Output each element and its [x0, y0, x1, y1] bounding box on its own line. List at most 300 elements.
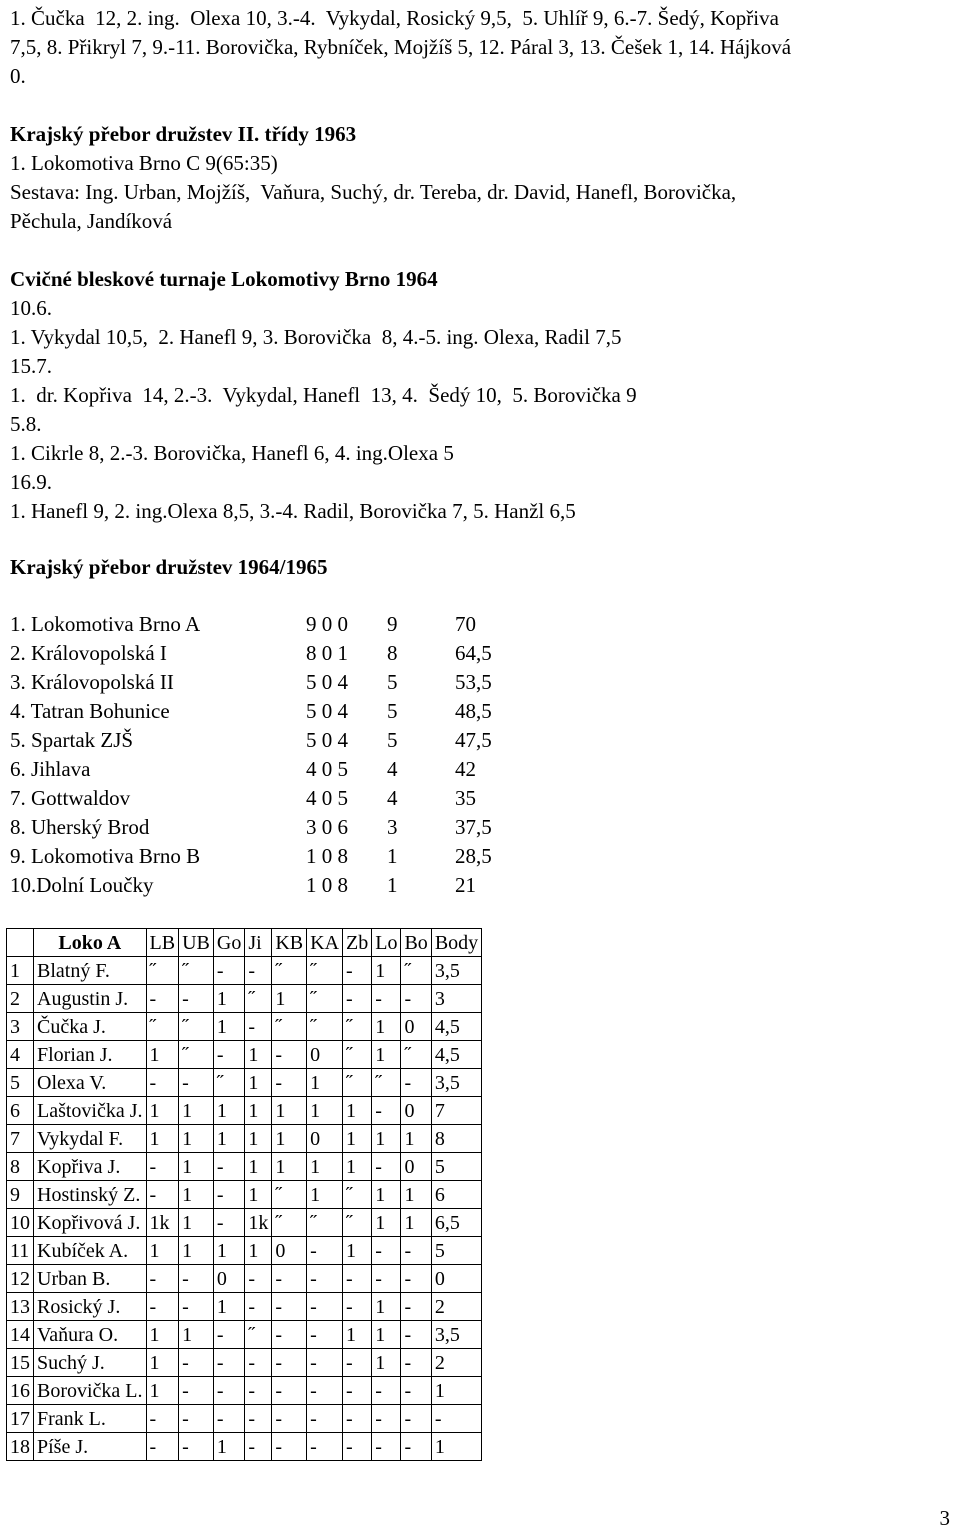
result-cell: ˝: [272, 1209, 307, 1237]
player-number: 1: [7, 957, 34, 985]
standings-score: 37,5: [455, 815, 492, 839]
player-number: 11: [7, 1237, 34, 1265]
result-cell: -: [307, 1349, 343, 1377]
result-cell: 1: [372, 1349, 401, 1377]
result-cell: 1: [307, 1097, 343, 1125]
player-name: Píše J.: [34, 1433, 147, 1461]
result-cell: -: [372, 1377, 401, 1405]
result-cell: -: [179, 1265, 214, 1293]
result-cell: 1: [343, 1321, 372, 1349]
team-header: Loko A: [34, 929, 147, 957]
player-name: Urban B.: [34, 1265, 147, 1293]
result-cell: 0: [307, 1041, 343, 1069]
player-total: 5: [431, 1153, 481, 1181]
result-cell: 1: [343, 1153, 372, 1181]
result-cell: 1: [213, 1433, 244, 1461]
result-cell: ˝: [343, 1013, 372, 1041]
result-cell: -: [401, 1405, 431, 1433]
result-cell: -: [245, 1433, 272, 1461]
column-header: Bo: [401, 929, 431, 957]
standings-team: 2. Královopolská I: [10, 641, 167, 665]
result-cell: ˝: [179, 1013, 214, 1041]
table-row: [7, 1181, 482, 1209]
standings-score: 21: [455, 873, 476, 897]
division2-lineup-line-2: Pěchula, Jandíková: [10, 209, 173, 233]
blitz-date: 15.7.: [10, 354, 52, 378]
player-name: Blatný F.: [34, 957, 147, 985]
result-cell: -: [245, 957, 272, 985]
result-cell: 1: [146, 1097, 179, 1125]
result-cell: 1: [307, 1181, 343, 1209]
result-cell: ˝: [343, 1209, 372, 1237]
standings-points: 4: [387, 757, 398, 781]
result-cell: 0: [401, 1153, 431, 1181]
result-cell: 1: [307, 1069, 343, 1097]
result-cell: 1: [307, 1153, 343, 1181]
result-cell: -: [179, 1377, 214, 1405]
result-cell: -: [146, 1069, 179, 1097]
result-cell: -: [343, 957, 372, 985]
result-cell: 1: [401, 1125, 431, 1153]
table-row: [7, 1097, 482, 1125]
table-row: [7, 1041, 482, 1069]
column-header: KA: [307, 929, 343, 957]
column-header: Lo: [372, 929, 401, 957]
standings-score: 64,5: [455, 641, 492, 665]
result-cell: 1: [343, 1237, 372, 1265]
result-cell: -: [272, 1433, 307, 1461]
result-cell: -: [272, 1349, 307, 1377]
player-name: Kopřivová J.: [34, 1209, 147, 1237]
result-cell: -: [343, 1349, 372, 1377]
result-cell: 1: [272, 1153, 307, 1181]
result-cell: -: [213, 1181, 244, 1209]
result-cell: 0: [401, 1013, 431, 1041]
standings-wdl: 4 0 5: [306, 757, 348, 781]
table-row: [7, 1237, 482, 1265]
standings-score: 35: [455, 786, 476, 810]
result-cell: 1: [245, 1125, 272, 1153]
column-header: KB: [272, 929, 307, 957]
player-name: Frank L.: [34, 1405, 147, 1433]
result-cell: 1: [179, 1153, 214, 1181]
result-cell: ˝: [343, 1041, 372, 1069]
column-header: Go: [213, 929, 244, 957]
division2-heading: Krajský přebor družstev II. třídy 1963: [10, 122, 357, 146]
result-cell: -: [179, 1349, 214, 1377]
result-cell: -: [372, 1097, 401, 1125]
standings-team: 3. Královopolská II: [10, 670, 174, 694]
intro-line-1: 1. Čučka 12, 2. ing. Olexa 10, 3.-4. Vykydal, Rosický 9,5, 5. Uhlíř 9, 6.-7. Šedý, Kopřiva: [10, 6, 779, 30]
result-cell: 1: [272, 1097, 307, 1125]
standings-team: 7. Gottwaldov: [10, 786, 131, 810]
table-row: [7, 1125, 482, 1153]
player-name: Hostinský Z.: [34, 1181, 147, 1209]
player-total: 1: [431, 1433, 481, 1461]
player-total: 6: [431, 1181, 481, 1209]
result-cell: ˝: [179, 1041, 214, 1069]
player-number: 4: [7, 1041, 34, 1069]
result-cell: -: [401, 1237, 431, 1265]
division2-result: 1. Lokomotiva Brno C 9(65:35): [10, 151, 278, 175]
standings-points: 9: [387, 612, 398, 636]
result-cell: 1k: [245, 1209, 272, 1237]
result-cell: ˝: [245, 985, 272, 1013]
player-number: 16: [7, 1377, 34, 1405]
table-row: [7, 1013, 482, 1041]
result-cell: -: [213, 1321, 244, 1349]
result-cell: ˝: [146, 957, 179, 985]
result-cell: -: [179, 985, 214, 1013]
result-cell: -: [372, 1405, 401, 1433]
result-cell: ˝: [307, 1209, 343, 1237]
result-cell: -: [179, 1433, 214, 1461]
blitz-date: 16.9.: [10, 470, 52, 494]
standings-score: 70: [455, 612, 476, 636]
standings-score: 28,5: [455, 844, 492, 868]
result-cell: 1: [146, 1041, 179, 1069]
player-name: Augustin J.: [34, 985, 147, 1013]
result-cell: 0: [213, 1265, 244, 1293]
standings-score: 48,5: [455, 699, 492, 723]
result-cell: -: [146, 1153, 179, 1181]
result-cell: -: [307, 1433, 343, 1461]
table-row: [7, 1433, 482, 1461]
blitz-date: 5.8.: [10, 412, 42, 436]
player-total: -: [431, 1405, 481, 1433]
result-cell: 0: [272, 1237, 307, 1265]
standings-wdl: 1 0 8: [306, 844, 348, 868]
result-cell: 1: [146, 1321, 179, 1349]
blitz-date: 10.6.: [10, 296, 52, 320]
row-number-header: [7, 929, 34, 957]
result-cell: 1: [245, 1181, 272, 1209]
player-name: Florian J.: [34, 1041, 147, 1069]
result-cell: 1: [372, 1293, 401, 1321]
player-number: 2: [7, 985, 34, 1013]
blitz-result: 1. Cikrle 8, 2.-3. Borovička, Hanefl 6, 4. ing.Olexa 5: [10, 441, 454, 465]
result-cell: -: [272, 1321, 307, 1349]
blitz-result: 1. Hanefl 9, 2. ing.Olexa 8,5, 3.-4. Radil, Borovička 7, 5. Hanžl 6,5: [10, 499, 576, 523]
result-cell: -: [372, 1433, 401, 1461]
standings-wdl: 1 0 8: [306, 873, 348, 897]
standings-team: 4. Tatran Bohunice: [10, 699, 170, 723]
standings-points: 4: [387, 786, 398, 810]
table-header-row: [7, 929, 482, 957]
player-name: Olexa V.: [34, 1069, 147, 1097]
result-cell: 1: [245, 1069, 272, 1097]
result-cell: ˝: [213, 1069, 244, 1097]
result-cell: -: [343, 1293, 372, 1321]
player-total: 3: [431, 985, 481, 1013]
result-cell: 1: [179, 1237, 214, 1265]
player-total: 2: [431, 1349, 481, 1377]
result-cell: ˝: [307, 985, 343, 1013]
result-cell: 1: [372, 1125, 401, 1153]
standings-points: 1: [387, 873, 398, 897]
result-cell: 1: [372, 1041, 401, 1069]
result-cell: 1: [146, 1349, 179, 1377]
result-cell: -: [146, 985, 179, 1013]
player-name: Suchý J.: [34, 1349, 147, 1377]
result-cell: -: [372, 1265, 401, 1293]
player-number: 7: [7, 1125, 34, 1153]
result-cell: 1: [372, 1181, 401, 1209]
player-total: 7: [431, 1097, 481, 1125]
result-cell: -: [245, 1349, 272, 1377]
player-total: 0: [431, 1265, 481, 1293]
result-cell: -: [307, 1405, 343, 1433]
result-cell: ˝: [343, 1069, 372, 1097]
result-cell: 1: [179, 1321, 214, 1349]
player-number: 5: [7, 1069, 34, 1097]
result-cell: 1: [213, 1125, 244, 1153]
column-header: LB: [146, 929, 179, 957]
result-cell: -: [245, 1405, 272, 1433]
result-cell: ˝: [372, 1069, 401, 1097]
player-name: Borovička L.: [34, 1377, 147, 1405]
column-header: Body: [431, 929, 481, 957]
result-cell: -: [307, 1293, 343, 1321]
result-cell: -: [272, 1405, 307, 1433]
player-total: 3,5: [431, 1321, 481, 1349]
result-cell: 1: [213, 1237, 244, 1265]
result-cell: 1: [372, 957, 401, 985]
result-cell: 1: [146, 1237, 179, 1265]
result-cell: 1: [401, 1181, 431, 1209]
division2-lineup-line-1: Sestava: Ing. Urban, Mojžíš, Vaňura, Suchý, dr. Tereba, dr. David, Hanefl, Borovička,: [10, 180, 737, 204]
player-number: 6: [7, 1097, 34, 1125]
blitz-heading: Cvičné bleskové turnaje Lokomotivy Brno 1964: [10, 267, 438, 291]
column-header: Ji: [245, 929, 272, 957]
player-number: 17: [7, 1405, 34, 1433]
player-number: 15: [7, 1349, 34, 1377]
table-row: [7, 1069, 482, 1097]
player-name: Vykydal F.: [34, 1125, 147, 1153]
result-cell: 1: [213, 1013, 244, 1041]
result-cell: -: [401, 1377, 431, 1405]
result-cell: 1k: [146, 1209, 179, 1237]
standings-wdl: 5 0 4: [306, 728, 348, 752]
result-cell: 1: [343, 1097, 372, 1125]
result-cell: -: [146, 1181, 179, 1209]
player-name: Vaňura O.: [34, 1321, 147, 1349]
standings-points: 5: [387, 699, 398, 723]
player-number: 3: [7, 1013, 34, 1041]
result-cell: 1: [372, 1013, 401, 1041]
player-total: 4,5: [431, 1041, 481, 1069]
standings-team: 1. Lokomotiva Brno A: [10, 612, 201, 636]
result-cell: -: [245, 1377, 272, 1405]
result-cell: ˝: [272, 957, 307, 985]
standings-team: 10.Dolní Loučky: [10, 873, 154, 897]
result-cell: -: [146, 1433, 179, 1461]
result-cell: 1: [245, 1097, 272, 1125]
result-cell: ˝: [272, 1013, 307, 1041]
player-total: 3,5: [431, 1069, 481, 1097]
standings-points: 1: [387, 844, 398, 868]
player-number: 13: [7, 1293, 34, 1321]
result-cell: -: [372, 985, 401, 1013]
player-total: 2: [431, 1293, 481, 1321]
column-header: Zb: [343, 929, 372, 957]
standings-team: 8. Uherský Brod: [10, 815, 150, 839]
standings-wdl: 4 0 5: [306, 786, 348, 810]
result-cell: 0: [401, 1097, 431, 1125]
result-cell: 1: [179, 1181, 214, 1209]
standings-score: 42: [455, 757, 476, 781]
result-cell: ˝: [343, 1181, 372, 1209]
player-total: 4,5: [431, 1013, 481, 1041]
result-cell: 1: [343, 1125, 372, 1153]
result-cell: 1: [179, 1209, 214, 1237]
result-cell: 1: [179, 1097, 214, 1125]
player-name: Kubíček A.: [34, 1237, 147, 1265]
result-cell: -: [179, 1405, 214, 1433]
result-cell: 1: [179, 1125, 214, 1153]
standings-score: 53,5: [455, 670, 492, 694]
table-row: [7, 1209, 482, 1237]
result-cell: -: [179, 1069, 214, 1097]
result-cell: 1: [372, 1321, 401, 1349]
player-number: 9: [7, 1181, 34, 1209]
standings-heading: Krajský přebor družstev 1964/1965: [10, 555, 328, 579]
standings-wdl: 5 0 4: [306, 699, 348, 723]
standings-points: 5: [387, 670, 398, 694]
table-row: [7, 985, 482, 1013]
result-cell: -: [213, 1349, 244, 1377]
player-total: 1: [431, 1377, 481, 1405]
result-cell: -: [213, 1041, 244, 1069]
result-cell: -: [213, 1405, 244, 1433]
player-name: Kopřiva J.: [34, 1153, 147, 1181]
table-body: [7, 957, 482, 1461]
result-cell: -: [343, 985, 372, 1013]
result-cell: -: [372, 1153, 401, 1181]
result-cell: -: [307, 1237, 343, 1265]
result-cell: 1: [146, 1125, 179, 1153]
result-cell: 0: [307, 1125, 343, 1153]
result-cell: -: [272, 1377, 307, 1405]
player-total: 5: [431, 1237, 481, 1265]
result-cell: -: [245, 1265, 272, 1293]
standings-wdl: 5 0 4: [306, 670, 348, 694]
standings-wdl: 3 0 6: [306, 815, 348, 839]
intro-line-2: 7,5, 8. Přikryl 7, 9.-11. Borovička, Rybníček, Mojžíš 5, 12. Páral 3, 13. Češek 1, 14. Hájková: [10, 35, 792, 59]
standings-team: 9. Lokomotiva Brno B: [10, 844, 201, 868]
table-row: [7, 1293, 482, 1321]
result-cell: ˝: [179, 957, 214, 985]
column-header: UB: [179, 929, 214, 957]
standings-team: 5. Spartak ZJŠ: [10, 728, 134, 752]
result-cell: -: [245, 1013, 272, 1041]
player-total: 8: [431, 1125, 481, 1153]
player-name: Rosický J.: [34, 1293, 147, 1321]
result-cell: -: [213, 1377, 244, 1405]
player-name: Čučka J.: [34, 1013, 147, 1041]
result-cell: -: [401, 1433, 431, 1461]
result-cell: 1: [245, 1153, 272, 1181]
result-cell: ˝: [146, 1013, 179, 1041]
result-cell: -: [213, 957, 244, 985]
blitz-result: 1. dr. Kopřiva 14, 2.-3. Vykydal, Hanefl 13, 4. Šedý 10, 5. Borovička 9: [10, 383, 637, 407]
standings-points: 8: [387, 641, 398, 665]
result-cell: -: [213, 1209, 244, 1237]
result-cell: 1: [213, 1293, 244, 1321]
result-cell: ˝: [245, 1321, 272, 1349]
result-cell: -: [272, 1265, 307, 1293]
player-number: 18: [7, 1433, 34, 1461]
player-number: 10: [7, 1209, 34, 1237]
result-cell: 1: [272, 1125, 307, 1153]
table-row: [7, 1377, 482, 1405]
result-cell: -: [401, 1321, 431, 1349]
result-cell: 1: [401, 1209, 431, 1237]
standings-team: 6. Jihlava: [10, 757, 91, 781]
result-cell: -: [401, 985, 431, 1013]
result-cell: 1: [272, 985, 307, 1013]
result-cell: 1: [146, 1377, 179, 1405]
result-cell: -: [179, 1293, 214, 1321]
table-row: [7, 1321, 482, 1349]
table-row: [7, 1153, 482, 1181]
result-cell: -: [401, 1069, 431, 1097]
player-results-table: [6, 928, 482, 1461]
result-cell: -: [146, 1405, 179, 1433]
result-cell: -: [343, 1405, 372, 1433]
result-cell: -: [272, 1069, 307, 1097]
table-row: [7, 1405, 482, 1433]
result-cell: -: [343, 1265, 372, 1293]
result-cell: -: [146, 1265, 179, 1293]
standings-points: 3: [387, 815, 398, 839]
blitz-result: 1. Vykydal 10,5, 2. Hanefl 9, 3. Borovička 8, 4.-5. ing. Olexa, Radil 7,5: [10, 325, 622, 349]
result-cell: -: [272, 1041, 307, 1069]
result-cell: ˝: [307, 957, 343, 985]
result-cell: -: [307, 1321, 343, 1349]
player-number: 8: [7, 1153, 34, 1181]
result-cell: ˝: [307, 1013, 343, 1041]
result-cell: -: [213, 1153, 244, 1181]
result-cell: -: [343, 1433, 372, 1461]
result-cell: -: [307, 1265, 343, 1293]
player-total: 3,5: [431, 957, 481, 985]
standings-score: 47,5: [455, 728, 492, 752]
standings-wdl: 8 0 1: [306, 641, 348, 665]
result-cell: ˝: [401, 957, 431, 985]
result-cell: 1: [213, 1097, 244, 1125]
table-row: [7, 1265, 482, 1293]
result-cell: -: [146, 1293, 179, 1321]
standings-points: 5: [387, 728, 398, 752]
result-cell: 1: [245, 1237, 272, 1265]
result-cell: -: [245, 1293, 272, 1321]
result-cell: 1: [372, 1209, 401, 1237]
result-cell: ˝: [272, 1181, 307, 1209]
player-total: 6,5: [431, 1209, 481, 1237]
table-row: [7, 957, 482, 985]
standings-wdl: 9 0 0: [306, 612, 348, 636]
page-number: 3: [939, 1506, 950, 1530]
result-cell: -: [343, 1377, 372, 1405]
result-cell: -: [401, 1349, 431, 1377]
player-name: Laštovička J.: [34, 1097, 147, 1125]
result-cell: 1: [213, 985, 244, 1013]
intro-line-3: 0.: [10, 64, 26, 88]
result-cell: ˝: [401, 1041, 431, 1069]
player-number: 14: [7, 1321, 34, 1349]
result-cell: -: [272, 1293, 307, 1321]
